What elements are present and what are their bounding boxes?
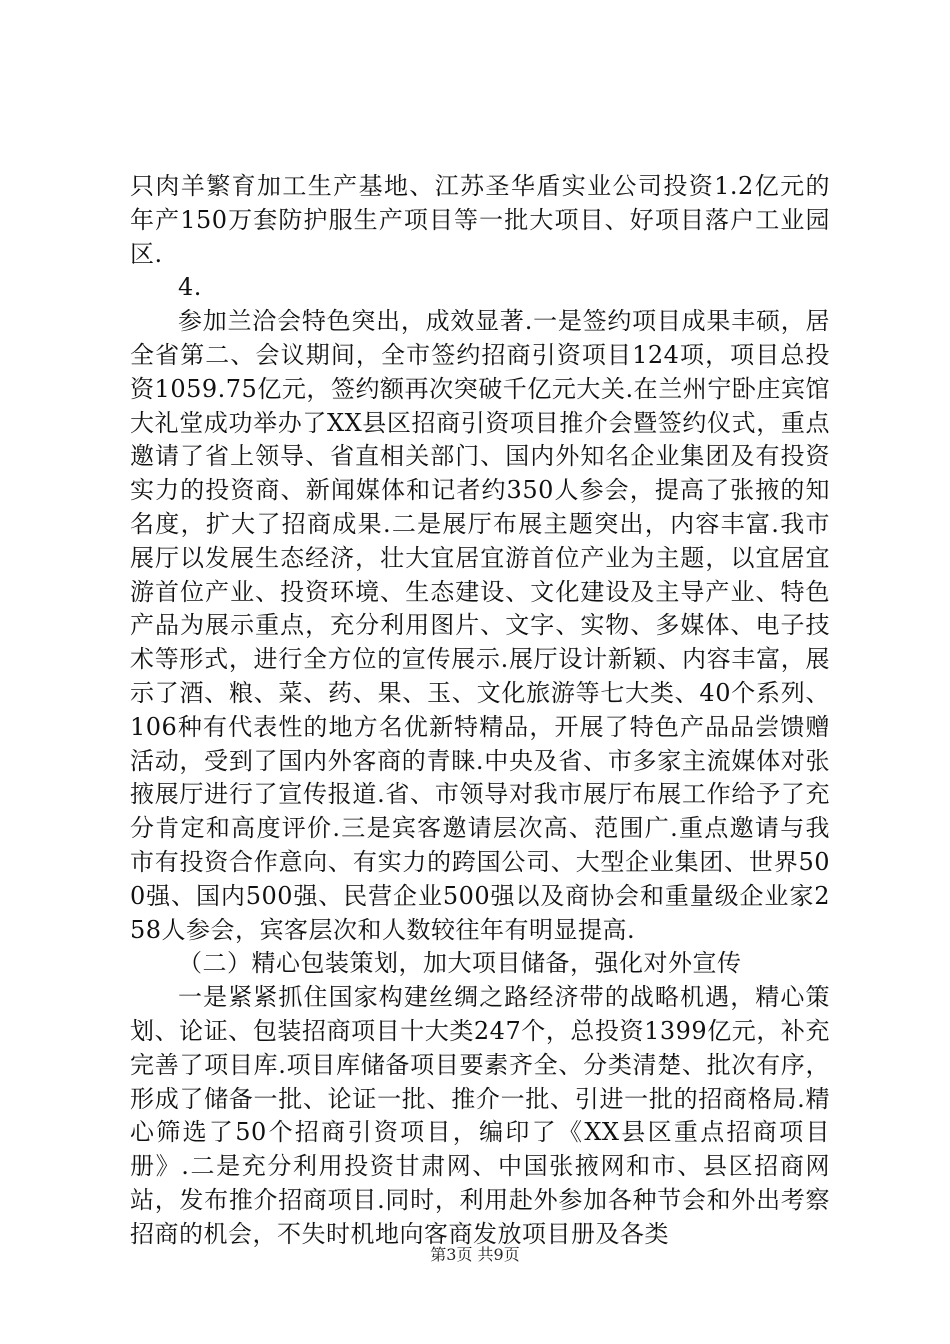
paragraph-project-reserve: 一是紧紧抓住国家构建丝绸之路经济带的战略机遇，精心策划、论证、包装招商项目十大类247个，总投资1399亿元，补充完善了项目库.项目库储备项目要素齐全、分类清楚、批次有序，形成了储备一批、论证一批、推介一批、引进一批的招商格局.精心筛选了50个招商引资项目，编印了《XX县区重点招商项目册》.二是充分利用投资甘肃网、中国张掖网和市、县区招商网站，发布推介招商项目.同时，利用赴外参加各种节会和外出考察招商的机会，不失时机地向客商发放项目册及各类	[130, 983, 830, 1248]
paragraph-continuation: 只肉羊繁育加工生产基地、江苏圣华盾实业公司投资1.2亿元的年产150万套防护服生产项目等一批大项目、好项目落户工业园区.	[130, 172, 830, 268]
paragraph-lanzhou-fair: 参加兰洽会特色突出，成效显著.一是签约项目成果丰硕，居全省第二、会议期间，全市签约招商引资项目124项，项目总投资1059.75亿元，签约额再次突破千亿元大关.在兰州宁卧庄宾馆大礼堂成功举办了XX县区招商引资项目推介会暨签约仪式，重点邀请了省上领导、省直相关部门、国内外知名企业集团及有投资实力的投资商、新闻媒体和记者约350人参会，提高了张掖的知名度，扩大了招商成果.二是展厅布展主题突出，内容丰富.我市展厅以发展生态经济，壮大宜居宜游首位产业为主题，以宜居宜游首位产业、投资环境、生态建设、文化建设及主导产业、特色产品为展示重点，充分利用图片、文字、实物、多媒体、电子技术等形式，进行全方位的宣传展示.展厅设计新颖、内容丰富，展示了酒、粮、菜、药、果、玉、文化旅游等七大类、40个系列、106种有代表性的地方名优新特精品，开展了特色产品品尝馈赠活动，受到了国内外客商的青睐.中央及省、市多家主流媒体对张掖展厅进行了宣传报道.省、市领导对我市展厅布展工作给予了充分肯定和高度评价.三是宾客邀请层次高、范围广.重点邀请与我市有投资合作意向、有实力的跨国公司、大型企业集团、世界500强、国内500强、民营企业500强以及商协会和重量级企业家258人参会，宾客层次和人数较往年有明显提高.	[130, 307, 830, 944]
document-body	[130, 170, 830, 1252]
page-footer	[0, 1245, 950, 1265]
paragraph-number: 4.	[178, 273, 202, 302]
page-number-label: 第3页 共9页	[430, 1245, 520, 1264]
section-heading: （二）精心包装策划，加大项目储备，强化对外宣传	[178, 949, 742, 978]
